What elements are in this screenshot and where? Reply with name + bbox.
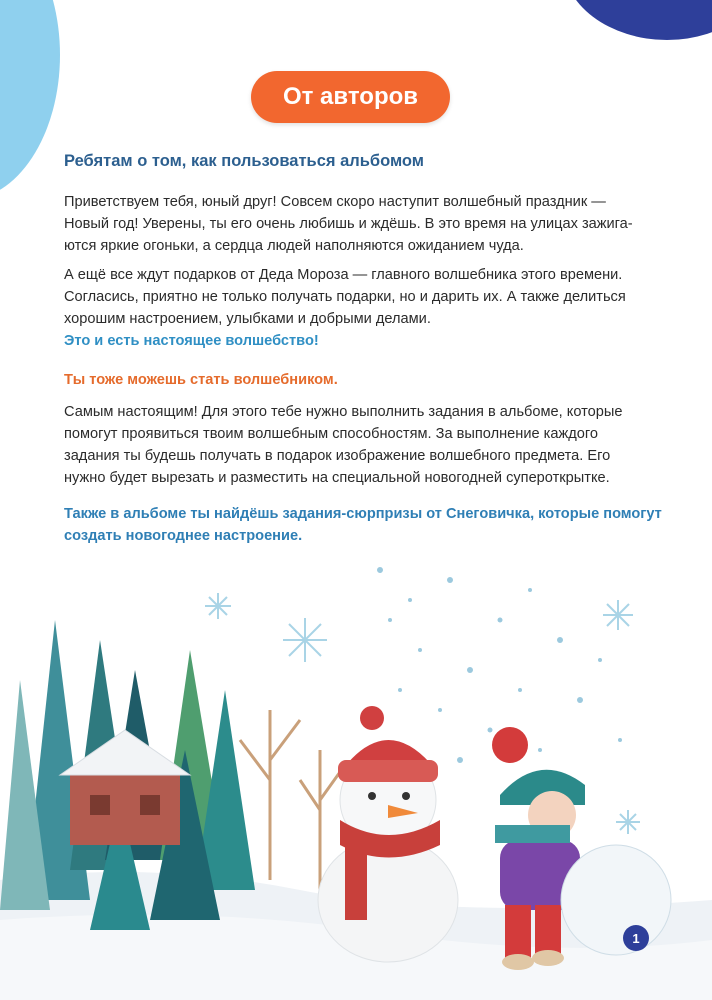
gifts-line: Согласись, приятно не только получать подарки, но и дарить их. А также делиться bbox=[64, 289, 626, 305]
corner-decoration-light-blue bbox=[0, 0, 60, 200]
section-subtitle: Ребятам о том, как пользоваться альбомом bbox=[64, 152, 424, 170]
surprise-line: Также в альбоме ты найдёшь задания-сюрпризы от Снеговичка, которые помогут bbox=[64, 506, 662, 522]
intro-line: Новый год! Уверены, ты его очень любишь и ждёшь. В это время на улицах зажига- bbox=[64, 216, 633, 232]
gifts-line: А ещё все ждут подарков от Деда Мороза — главного волшебника этого времени. bbox=[64, 267, 623, 283]
winter-illustration bbox=[0, 560, 712, 1000]
magic-highlight: Это и есть настоящее волшебство! bbox=[64, 333, 319, 349]
snowball-illustration bbox=[561, 845, 671, 955]
intro-line: ются яркие огоньки, а сердца людей наполняются ожиданием чуда. bbox=[64, 238, 524, 254]
intro-line: Приветствуем тебя, юный друг! Совсем скоро наступит волшебный праздник — bbox=[64, 194, 606, 210]
tasks-paragraph bbox=[64, 401, 664, 489]
surprise-note bbox=[64, 503, 684, 547]
page-number: 1 bbox=[623, 925, 649, 951]
gifts-line: хорошим настроением, улыбками и добрыми делами. bbox=[64, 311, 431, 327]
corner-decoration-navy bbox=[562, 0, 712, 40]
wizard-heading: Ты тоже можешь стать волшебником. bbox=[64, 372, 338, 388]
snowman-illustration bbox=[318, 706, 458, 962]
house-illustration bbox=[60, 730, 190, 845]
page-title: От авторов bbox=[251, 71, 450, 123]
surprise-line: создать новогоднее настроение. bbox=[64, 528, 303, 544]
tasks-line: Самым настоящим! Для этого тебе нужно выполнить задания в альбоме, которые bbox=[64, 404, 623, 420]
bare-trees bbox=[240, 710, 345, 890]
intro-paragraph bbox=[64, 191, 664, 257]
tasks-line: нужно будет вырезать и разместить на специальной новогодней супероткрытке. bbox=[64, 470, 610, 486]
gifts-paragraph bbox=[64, 264, 664, 352]
tasks-line: задания ты будешь получать в подарок изображение волшебного предмета. Его bbox=[64, 448, 611, 464]
tasks-line: помогут проявиться твоим волшебным способностям. За выполнение каждого bbox=[64, 426, 598, 442]
